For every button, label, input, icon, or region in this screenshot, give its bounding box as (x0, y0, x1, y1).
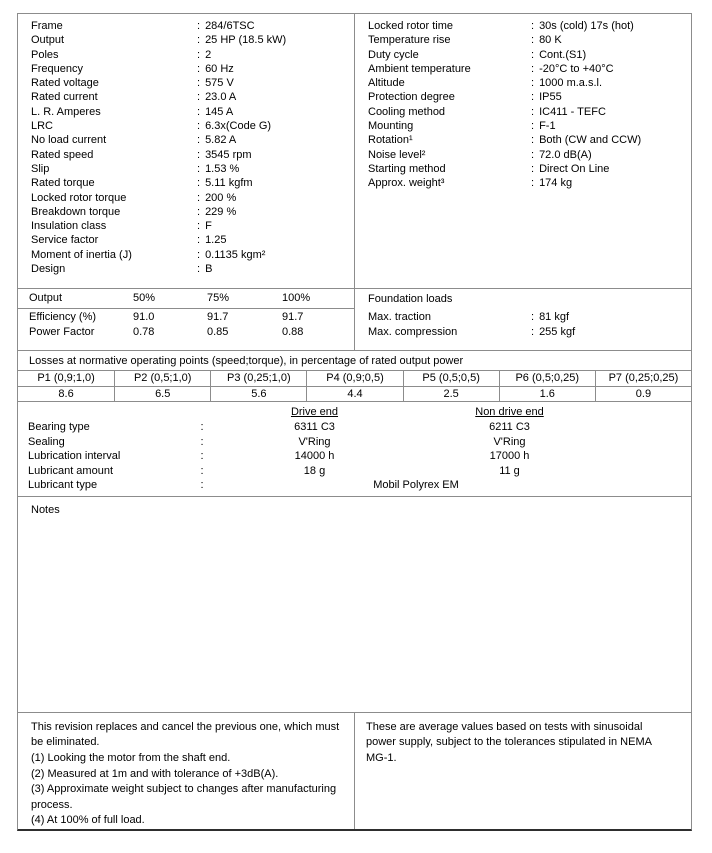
spec-column-right (355, 14, 691, 288)
spec-label: Output (31, 34, 65, 47)
spec-row (355, 148, 691, 162)
spec-label: Rated torque (31, 177, 95, 190)
spec-value: B (205, 263, 213, 276)
colon-separator: : (531, 177, 535, 190)
spec-value: 229 % (205, 205, 237, 218)
colon-separator: : (531, 20, 535, 32)
spec-label: Rotation¹ (368, 134, 413, 147)
footer-revision-notes (18, 713, 355, 829)
losses-title: Losses at normative operating points (speed;torque), in percentage of rated output power (18, 351, 691, 371)
spec-row (18, 233, 354, 247)
spec-label: Cooling method (368, 105, 446, 118)
spec-label: No load current (31, 134, 107, 147)
spec-row (18, 219, 354, 233)
colon-separator: : (200, 420, 204, 433)
spec-row (355, 90, 691, 104)
foundation-loads (355, 289, 691, 351)
spec-value: 1.53 % (205, 162, 240, 175)
spec-label: Locked rotor torque (31, 191, 127, 204)
footer-note: This revision replaces and cancel the previous one, which must be eliminated. (31, 720, 340, 749)
spec-row (18, 33, 354, 47)
lubricant-type-value: Mobil Polyrex EM (373, 479, 459, 492)
spec-label: Frame (31, 20, 63, 32)
bearing-row-label: Sealing (28, 435, 65, 448)
spec-label: Approx. weight³ (368, 177, 445, 190)
colon-separator: : (197, 20, 201, 32)
spec-value: 5.82 A (205, 134, 237, 147)
spec-label: Starting method (368, 162, 446, 175)
colon-separator: : (531, 105, 535, 118)
colon-separator: : (197, 177, 201, 190)
spec-row (355, 76, 691, 90)
bearing-header-row (18, 405, 691, 420)
spec-column-left (18, 14, 355, 288)
efficiency-100: 91.7 (282, 311, 304, 323)
losses-value: 0.9 (595, 387, 691, 402)
efficiency-row (18, 310, 354, 325)
spec-row (18, 119, 354, 133)
spec-label: Ambient temperature (368, 62, 471, 75)
spec-label: Noise level² (368, 148, 426, 161)
spec-label: Rated voltage (31, 77, 99, 90)
colon-separator: : (197, 120, 201, 133)
colon-separator: : (531, 48, 535, 61)
max-traction-label: Max. traction (368, 310, 431, 323)
bearing-drive-end-value: 14000 h (294, 450, 335, 463)
spec-row (355, 19, 691, 33)
max-compression-value: 255 kgf (539, 325, 576, 338)
efficiency-label: Efficiency (%) (29, 311, 97, 323)
spec-label: L. R. Amperes (31, 105, 101, 118)
bearing-drive-end-value: 18 g (303, 464, 326, 477)
max-traction-row (355, 310, 691, 325)
colon-separator: : (197, 220, 201, 233)
spec-value: -20°C to +40°C (539, 62, 614, 75)
losses-value-row (18, 387, 691, 401)
bearing-row (18, 449, 691, 464)
spec-value: Direct On Line (539, 162, 610, 175)
spec-row (18, 148, 354, 162)
notes-title: Notes (31, 504, 60, 517)
performance-header-75: 75% (207, 292, 230, 304)
spec-row (18, 162, 354, 176)
spec-value: 60 Hz (205, 62, 234, 75)
colon-separator: : (197, 134, 201, 147)
colon-separator: : (197, 62, 201, 75)
performance-header-row (18, 289, 354, 309)
performance-header-50: 50% (133, 292, 156, 304)
spec-value: 2 (205, 48, 212, 61)
colon-separator: : (531, 148, 535, 161)
spec-label: Temperature rise (368, 34, 451, 47)
colon-separator: : (200, 435, 204, 448)
bearing-row-label: Lubricant amount (28, 464, 113, 477)
spec-row (355, 133, 691, 147)
spec-label: Service factor (31, 234, 99, 247)
bearing-row-label: Bearing type (28, 420, 90, 433)
colon-separator: : (197, 162, 201, 175)
colon-separator: : (197, 34, 201, 47)
colon-separator: : (531, 310, 535, 323)
colon-separator: : (531, 134, 535, 147)
losses-value: 6.5 (114, 387, 210, 402)
max-compression-label: Max. compression (368, 325, 458, 338)
performance-header-100: 100% (282, 292, 311, 304)
footer-note: (4) At 100% of full load. (31, 814, 145, 827)
colon-separator: : (200, 479, 204, 492)
footer-section (18, 712, 691, 829)
lubricant-type-row (18, 478, 691, 493)
losses-value: 2.5 (403, 387, 499, 402)
bearing-drive-end-value: 6311 C3 (294, 420, 335, 433)
losses-column-header: P2 (0,5;1,0) (114, 371, 210, 386)
spec-label: Slip (31, 162, 50, 175)
bearing-header-spacer (18, 405, 183, 420)
spec-label: Rated current (31, 91, 98, 104)
spec-value: 575 V (205, 77, 234, 90)
losses-value: 5.6 (210, 387, 306, 402)
performance-header-label: Output (29, 292, 63, 304)
spec-value: IP55 (539, 91, 562, 104)
bearing-row (18, 464, 691, 479)
spec-row (355, 162, 691, 176)
spec-label: Breakdown torque (31, 205, 121, 218)
colon-separator: : (197, 48, 201, 61)
footer-note: (3) Approximate weight subject to changes after manufacturing process. (31, 783, 337, 811)
losses-column-header: P6 (0,5;0,25) (499, 371, 595, 386)
foundation-loads-title: Foundation loads (368, 292, 453, 305)
power-factor-75: 0.85 (207, 326, 229, 338)
datasheet (17, 13, 692, 831)
spec-row (355, 176, 691, 190)
drive-end-header-text: Drive end (290, 406, 339, 419)
colon-separator: : (197, 91, 201, 104)
spec-label: Locked rotor time (368, 20, 453, 32)
spec-value: 30s (cold) 17s (hot) (539, 20, 634, 32)
bearing-non-drive-end-value: 11 g (499, 464, 520, 477)
spec-row (18, 205, 354, 219)
colon-separator: : (531, 162, 535, 175)
bearing-rows (18, 420, 691, 478)
performance-table (18, 289, 355, 351)
spec-row (355, 33, 691, 47)
spec-value: F-1 (539, 120, 556, 133)
colon-separator: : (531, 34, 535, 47)
spec-label: Insulation class (31, 220, 107, 233)
spec-value: 3545 rpm (205, 148, 252, 161)
spec-row (355, 48, 691, 62)
bearing-row (18, 435, 691, 450)
bearing-section (18, 401, 691, 496)
losses-value: 1.6 (499, 387, 595, 402)
spec-label: Altitude (368, 77, 405, 90)
colon-separator: : (197, 191, 201, 204)
spec-value: IC411 - TEFC (539, 105, 606, 118)
losses-column-header: P4 (0,9;0,5) (306, 371, 402, 386)
spec-value: 0.1135 kgm² (205, 248, 266, 261)
colon-separator: : (531, 325, 535, 338)
spec-row (18, 133, 354, 147)
spec-value: 174 kg (539, 177, 573, 190)
colon-separator: : (197, 77, 201, 90)
footer-tolerance-note (355, 713, 691, 829)
power-factor-label: Power Factor (29, 326, 95, 338)
max-compression-row (355, 325, 691, 340)
spec-value: 200 % (205, 191, 237, 204)
power-factor-50: 0.78 (133, 326, 155, 338)
spec-value: 6.3x(Code G) (205, 120, 272, 133)
colon-separator: : (197, 263, 201, 276)
spec-label: Design (31, 263, 66, 276)
colon-separator: : (197, 148, 201, 161)
footer-note: (2) Measured at 1m and with tolerance of +3dB(A). (31, 767, 279, 780)
notes-section (18, 496, 691, 712)
colon-separator: : (200, 450, 204, 463)
spec-label: Rated speed (31, 148, 94, 161)
footer-note: (1) Looking the motor from the shaft end. (31, 752, 231, 765)
losses-value: 8.6 (58, 388, 74, 401)
bearing-header-spacer (183, 405, 221, 420)
non-drive-end-header (408, 405, 611, 420)
spec-row (18, 19, 354, 33)
losses-column-header: P5 (0,5;0,5) (403, 371, 499, 386)
spec-value: 80 K (539, 34, 562, 47)
spec-value: 284/6TSC (205, 20, 255, 32)
spec-row (18, 62, 354, 76)
spec-label: LRC (31, 120, 54, 133)
bearing-non-drive-end-value: V'Ring (493, 435, 526, 448)
spec-row (18, 176, 354, 190)
lubricant-type-label: Lubricant type (28, 479, 98, 492)
spec-row (18, 105, 354, 119)
non-drive-end-header-text: Non drive end (475, 406, 544, 419)
spec-row (18, 248, 354, 262)
spec-value: 72.0 dB(A) (539, 148, 592, 161)
drive-end-header (221, 405, 408, 420)
spec-row (355, 105, 691, 119)
spec-label: Protection degree (368, 91, 455, 104)
spec-row (18, 76, 354, 90)
bearing-drive-end-value: V'Ring (298, 435, 331, 448)
spec-value: 25 HP (18.5 kW) (205, 34, 287, 47)
spec-row (18, 262, 354, 276)
spec-value: 1.25 (205, 234, 227, 247)
performance-section (18, 288, 691, 351)
spec-value: Both (CW and CCW) (539, 134, 642, 147)
colon-separator: : (531, 120, 535, 133)
spec-value: Cont.(S1) (539, 48, 587, 61)
spec-label: Poles (31, 48, 59, 61)
losses-column-header: P7 (0,25;0,25) (595, 371, 691, 386)
losses-section (18, 350, 691, 401)
colon-separator: : (197, 248, 201, 261)
spec-value: F (205, 220, 212, 233)
spec-row (18, 90, 354, 104)
colon-separator: : (197, 234, 201, 247)
colon-separator: : (197, 105, 201, 118)
spec-value: 23.0 A (205, 91, 237, 104)
bearing-non-drive-end-value: 17000 h (489, 450, 530, 463)
colon-separator: : (531, 77, 535, 90)
losses-column-header: P3 (0,25;1,0) (210, 371, 306, 386)
spec-label: Moment of inertia (J) (31, 248, 132, 261)
spec-row (355, 119, 691, 133)
spec-label: Frequency (31, 62, 83, 75)
spec-label: Duty cycle (368, 48, 419, 61)
efficiency-50: 91.0 (133, 311, 155, 323)
power-factor-100: 0.88 (282, 326, 304, 338)
spec-value: 1000 m.a.s.l. (539, 77, 603, 90)
max-traction-value: 81 kgf (539, 310, 570, 323)
losses-header-row (18, 371, 691, 387)
spec-row (18, 191, 354, 205)
bearing-row-label: Lubrication interval (28, 450, 121, 463)
spec-value: 5.11 kgfm (205, 177, 253, 190)
losses-column-header: P1 (0,9;1,0) (37, 372, 95, 385)
colon-separator: : (531, 91, 535, 104)
bearing-row (18, 420, 691, 435)
colon-separator: : (531, 62, 535, 75)
colon-separator: : (200, 464, 204, 477)
bearing-non-drive-end-value: 6211 C3 (489, 420, 530, 433)
spec-section (18, 14, 691, 288)
spec-value: 145 A (205, 105, 234, 118)
footer-note: These are average values based on tests with sinusoidal power supply, subject to the tolerances stipulated in NEMA MG-1. (366, 720, 652, 765)
power-factor-row (18, 325, 354, 340)
spec-row (355, 62, 691, 76)
colon-separator: : (197, 205, 201, 218)
spec-label: Mounting (368, 120, 414, 133)
efficiency-75: 91.7 (207, 311, 229, 323)
spec-row (18, 48, 354, 62)
losses-value: 4.4 (306, 387, 402, 402)
